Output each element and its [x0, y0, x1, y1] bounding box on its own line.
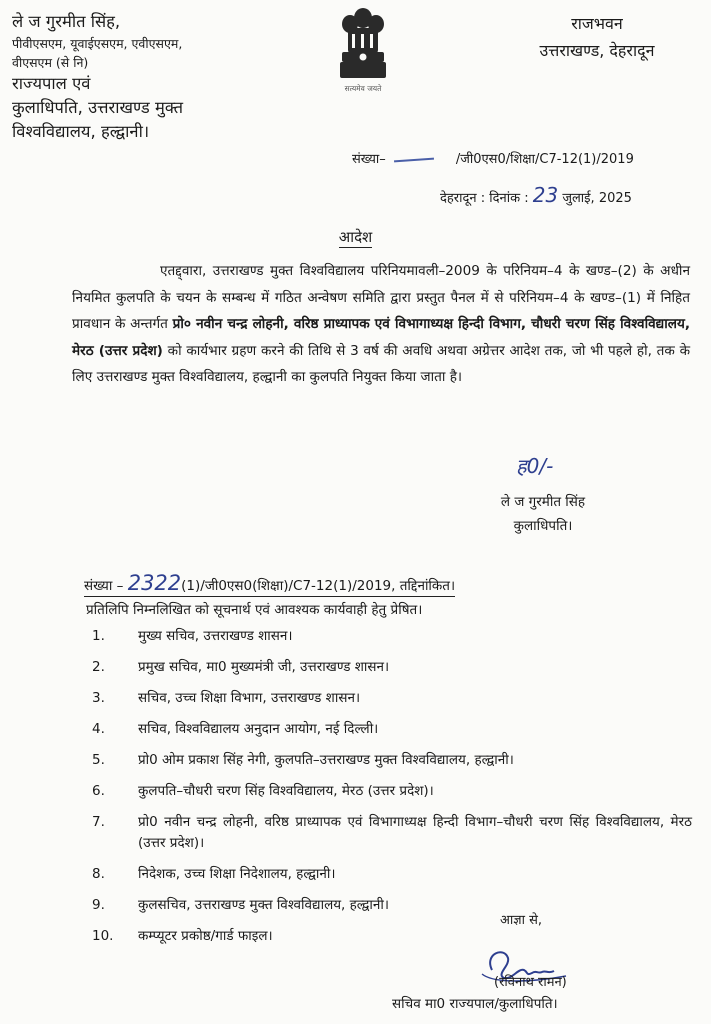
emblem-motto: सत्यमेव जयते: [344, 84, 382, 93]
list-item: 8. निदेशक, उच्च शिक्षा निदेशालय, हल्द्वानी।: [92, 866, 336, 882]
list-item: 1. मुख्य सचिव, उत्तराखण्ड शासन।: [92, 628, 293, 644]
sender-designation-3: विश्वविद्यालय, हल्द्वानी।: [12, 122, 150, 141]
order-text-part1: एतद्द्वारा, उत्तराखण्ड मुक्त विश्वविद्यालय परिनियमावली–2009 के परिनियम–4 के खण्ड–(2) के अधीन नियमित कुलपति के चयन के सम्बन्ध में गठित अन्वेषण समिति द्वारा प्रस्तुत पैनल में से परिनियम–4 के खण्ड–(1) में निहित प्रावधान के अन्तर्गत: [72, 263, 690, 332]
sender-designation-2: कुलाधिपति, उत्तराखण्ड मुक्त: [12, 98, 184, 117]
signatory-name: ले ज गुरमीत सिंह: [500, 494, 586, 510]
list-item: 3. सचिव, उच्च शिक्षा विभाग, उत्तराखण्ड शासन।: [92, 690, 361, 706]
office-name: राजभवन: [571, 14, 623, 33]
order-appointee: प्रो० नवीन चन्द्र लोहनी, वरिष्ठ प्राध्यापक एवं विभागाध्यक्ष हिन्दी विभाग, चौधरी चरण सिंह विश्वविद्यालय, मेरठ (उत्तर प्रदेश): [72, 316, 690, 359]
copy-reference-prefix: संख्या –: [84, 578, 124, 594]
list-item: 4. सचिव, विश्वविद्यालय अनुदान आयोग, नई दिल्ली।: [92, 721, 379, 737]
copy-intro: प्रतिलिपि निम्नलिखित को सूचनार्थ एवं आवश्यक कार्यवाही हेतु प्रेषित।: [86, 602, 423, 618]
by-order: आज्ञा से,: [500, 913, 543, 928]
sender-decorations-1: पीवीएसएम, यूवाईएसएम, एवीएसएम,: [12, 36, 183, 51]
date-month-year: जुलाई, 2025: [562, 191, 632, 206]
list-item: 7. प्रो0 नवीन चन्द्र लोहनी, वरिष्ठ प्राध्यापक एवं विभागाध्यक्ष हिन्दी विभाग–चौधरी चरण सिंह विश्वविद्यालय, मेरठ (उत्तर प्रदेश)।: [92, 814, 692, 851]
order-title: आदेश: [338, 228, 373, 246]
list-item: 10. कम्प्यूटर प्रकोष्ठ/गार्ड फाइल।: [92, 928, 273, 944]
sender-decorations-2: वीएसएम (से नि): [12, 55, 89, 70]
sender-designation-1: राज्यपाल एवं: [12, 74, 91, 93]
office-location: उत्तराखण्ड, देहरादून: [539, 41, 655, 60]
copy-reference-number: 2322: [127, 571, 182, 595]
list-item: 2. प्रमुख सचिव, मा0 मुख्यमंत्री जी, उत्तराखण्ड शासन।: [92, 659, 390, 675]
list-item: 9. कुलसचिव, उत्तराखण्ड मुक्त विश्वविद्यालय, हल्द्वानी।: [92, 897, 389, 913]
copy-reference-suffix: (1)/जी0एस0(शिक्षा)/C7-12(1)/2019, तद्दिनांकित।: [181, 578, 456, 594]
date-prefix: देहरादून : दिनांक :: [440, 191, 529, 206]
signatory-designation: कुलाधिपति।: [513, 518, 573, 534]
copy-reference-line: [84, 571, 455, 597]
reference-line: [352, 149, 692, 167]
reference-suffix: /जी0एस0/शिक्षा/C7-12(1)/2019: [455, 152, 634, 167]
list-item: 6. कुलपति–चौधरी चरण सिंह विश्वविद्यालय, मेरठ (उत्तर प्रदेश)।: [92, 783, 434, 799]
secretary-designation: सचिव मा0 राज्यपाल/कुलाधिपति।: [392, 996, 558, 1012]
sender-block: [12, 10, 312, 144]
list-item: 5. प्रो0 ओम प्रकाश सिंह नेगी, कुलपति–उत्तराखण्ड मुक्त विश्वविद्यालय, हल्द्वानी।: [92, 752, 514, 768]
order-body: [72, 258, 690, 391]
national-emblem-icon: [328, 4, 398, 112]
sender-name: ले ज गुरमीत सिंह,: [12, 12, 121, 31]
order-text-part2: को कार्यभार ग्रहण करने की तिथि से 3 वर्ष की अवधि अथवा अग्रेत्तर आदेश तक, जो भी पहले हो, तक के लिए उत्तराखण्ड मुक्त विश्वविद्यालय, हल्द्वानी का कुलपति नियुक्त किया जाता है।: [72, 342, 691, 385]
office-block: [492, 10, 702, 64]
signatory-block: [468, 490, 618, 538]
date-line: [440, 183, 700, 207]
signature-mark: ह0/-: [516, 454, 554, 478]
date-day-handwritten: 23: [532, 183, 559, 207]
secretary-name: (रविनाथ रामन): [494, 975, 567, 990]
reference-prefix: संख्या–: [352, 152, 386, 167]
recipient-list: [92, 626, 692, 957]
